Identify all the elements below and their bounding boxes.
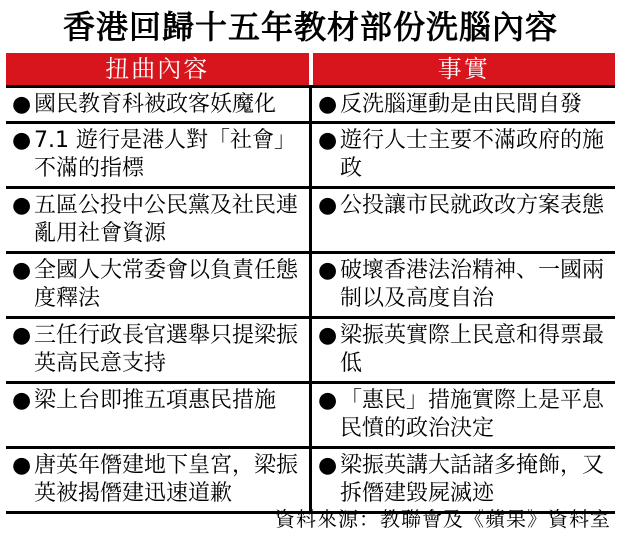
right-cell <box>309 449 615 511</box>
bullet-icon: ● <box>12 193 32 218</box>
header-facts: 事實 <box>309 53 616 85</box>
bullet-icon: ● <box>318 323 338 348</box>
left-cell <box>6 88 309 121</box>
cell-text: 「惠民」措施實際上是平息民憤的政治決定 <box>340 388 605 441</box>
table-row <box>6 381 615 446</box>
bullet-icon: ● <box>12 453 32 478</box>
table-row <box>6 186 615 251</box>
table-row <box>6 316 615 381</box>
bullet-icon: ● <box>12 128 32 153</box>
cell-text: 唐英年僭建地下皇宮，梁振英被揭僭建迅速道歉 <box>34 453 299 506</box>
right-cell <box>309 319 615 381</box>
cell-text: 7.1 遊行是港人對「社會」不滿的指標 <box>34 128 296 181</box>
table-row <box>6 251 615 316</box>
page-title: 香港回歸十五年教材部份洗腦內容 <box>62 8 558 46</box>
bullet-icon: ● <box>12 258 32 283</box>
bullet-icon: ● <box>318 92 338 117</box>
left-cell <box>6 319 309 381</box>
cell-text: 梁振英講大話諸多掩飾，又拆僭建毀屍滅迹 <box>340 453 605 506</box>
bullet-icon: ● <box>318 258 338 283</box>
cell-text: 遊行人士主要不滿政府的施政 <box>340 128 605 181</box>
left-cell <box>6 254 309 316</box>
bullet-icon: ● <box>318 453 338 478</box>
cell-text: 梁上台即推五項惠民措施 <box>34 388 277 413</box>
table-row <box>6 85 615 121</box>
bullet-icon: ● <box>318 388 338 413</box>
cell-text: 國民教育科被政客妖魔化 <box>34 92 277 117</box>
right-cell <box>309 88 615 121</box>
cell-text: 梁振英實際上民意和得票最低 <box>340 323 605 376</box>
cell-text: 反洗腦運動是由民間自發 <box>340 92 583 117</box>
cell-text: 三任行政長官選舉只提梁振英高民意支持 <box>34 323 299 376</box>
cell-text: 五區公投中公民黨及社民連亂用社會資源 <box>34 193 299 246</box>
bullet-icon: ● <box>12 388 32 413</box>
bullet-icon: ● <box>12 323 32 348</box>
cell-text: 全國人大常委會以負責任態度釋法 <box>34 258 299 311</box>
source-credit: 資料來源：教聯會及《蘋果》資料室 <box>275 507 611 531</box>
right-cell <box>309 189 615 251</box>
left-cell <box>6 449 309 511</box>
header-distorted-content: 扭曲內容 <box>6 53 309 85</box>
comparison-table <box>6 53 615 514</box>
bullet-icon: ● <box>12 92 32 117</box>
table-row <box>6 121 615 186</box>
cell-text: 公投讓市民就政改方案表態 <box>340 193 605 218</box>
right-cell <box>309 124 615 186</box>
left-cell <box>6 189 309 251</box>
table-row <box>6 446 615 511</box>
right-cell <box>309 254 615 316</box>
left-cell <box>6 384 309 446</box>
bullet-icon: ● <box>318 128 338 153</box>
bullet-icon: ● <box>318 193 338 218</box>
table-header <box>6 53 615 85</box>
cell-text: 破壞香港法治精神、一國兩制以及高度自治 <box>340 258 605 311</box>
left-cell <box>6 124 309 186</box>
right-cell <box>309 384 615 446</box>
